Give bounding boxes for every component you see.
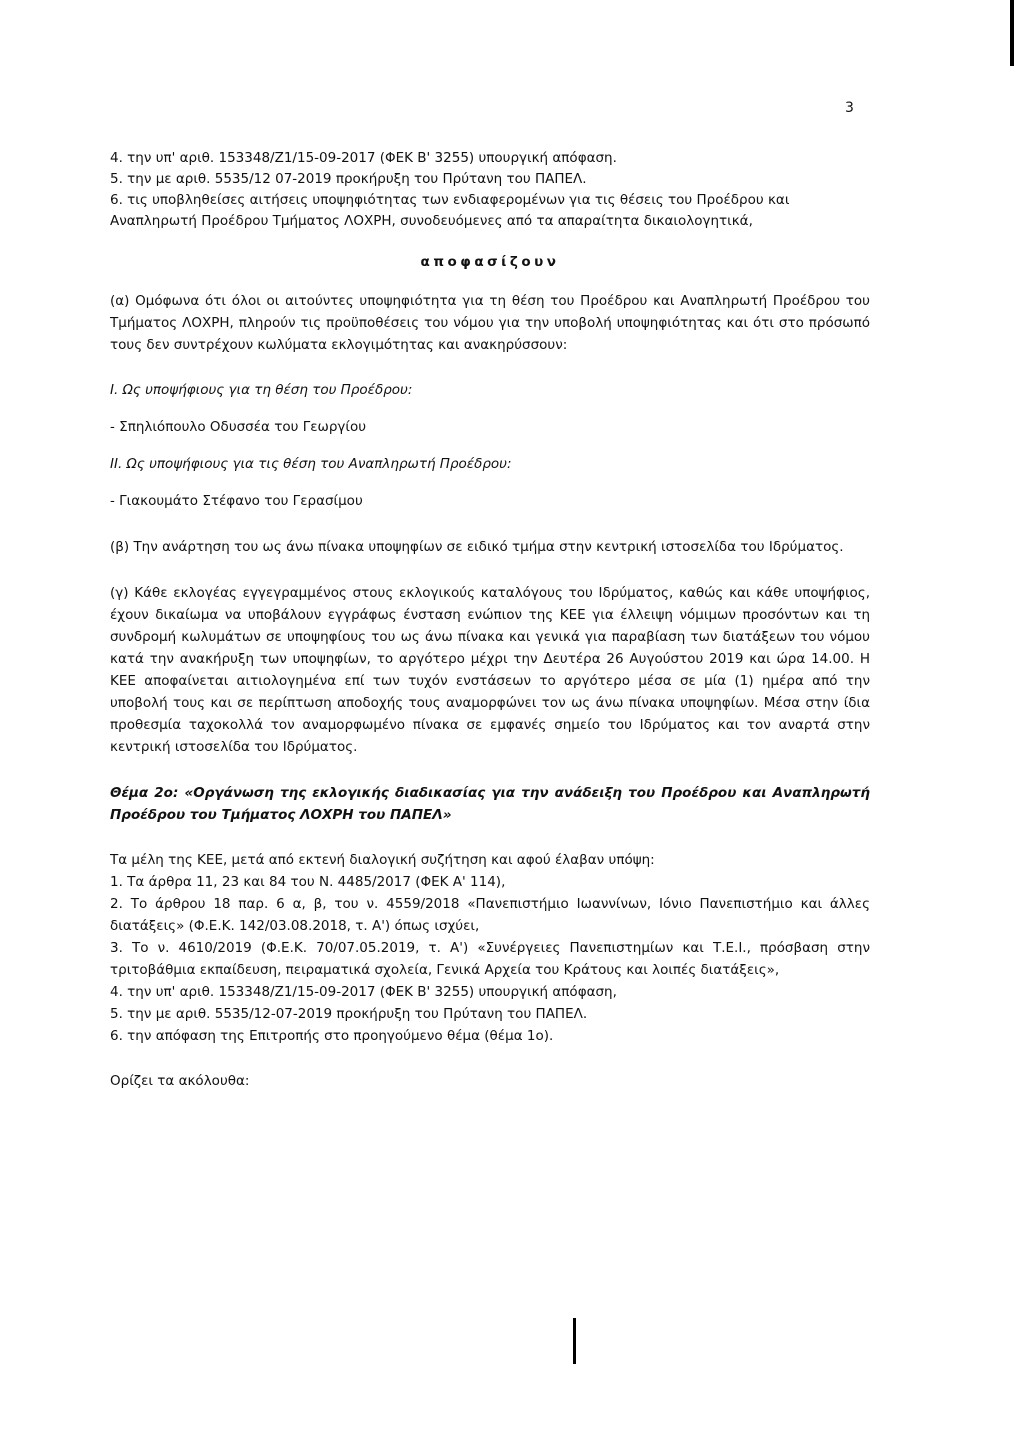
legal-basis-2: 2. Το άρθρου 18 παρ. 6 α, β, του ν. 4559/2018 «Πανεπιστήμιο Ιωαννίνων, Ιόνιο Πανεπιστήμιο και άλλες διατάξεις» (Φ.Ε.Κ. 142/03.08.2018, τ. Α') όπως ισχύει, <box>110 896 870 934</box>
section-2-heading: ΙΙ. Ως υποψήφιους για τις θέση του Αναπληρωτή Προέδρου: <box>110 456 512 472</box>
legal-basis-6: 6. την απόφαση της Επιτροπής στο προηγούμενο θέμα (θέμα 1ο). <box>110 1028 554 1044</box>
theme-2-heading: Θέμα 2ο: «Οργάνωση της εκλογικής διαδικασίας για την ανάδειξη του Προέδρου και Αναπληρωτή Προέδρου του Τμήματος ΛΟΧΡΗ του ΠΑΠΕΛ» <box>110 785 870 823</box>
considered-item-4: 4. την υπ' αριθ. 153348/Ζ1/15-09-2017 (ΦΕΚ Β' 3255) υπουργική απόφαση. <box>110 150 617 166</box>
decision-heading: αποφασίζουν <box>420 254 560 270</box>
considered-item-6-cont: Αναπληρωτή Προέδρου Τμήματος ΛΟΧΡΗ, συνοδευόμενες από τα απαραίτητα δικαιολογητικά, <box>110 213 753 229</box>
section-1-candidate: - Σπηλιόπουλο Οδυσσέα του Γεωργίου <box>110 419 367 435</box>
legal-basis-4: 4. την υπ' αριθ. 153348/Ζ1/15-09-2017 (ΦΕΚ Β' 3255) υπουργική απόφαση, <box>110 984 617 1000</box>
section-1-heading: Ι. Ως υποψήφιους για τη θέση του Προέδρου: <box>110 382 413 398</box>
paragraph-beta: (β) Την ανάρτηση του ως άνω πίνακα υποψηφίων σε ειδικό τμήμα στην κεντρική ιστοσελίδα του Ιδρύματος. <box>110 539 844 555</box>
closing-line: Ορίζει τα ακόλουθα: <box>110 1073 250 1089</box>
scan-edge-mark <box>1010 0 1014 66</box>
scan-edge-mark-2 <box>573 1318 576 1364</box>
considered-item-6: 6. τις υποβληθείσες αιτήσεις υποψηφιότητας των ενδιαφερομένων για τις θέσεις του Προέδρου και <box>110 192 790 208</box>
section-2-candidate: - Γιακουμάτο Στέφανο του Γερασίμου <box>110 493 363 509</box>
considered-item-5: 5. την με αριθ. 5535/12 07-2019 προκήρυξη του Πρύτανη του ΠΑΠΕΛ. <box>110 171 587 187</box>
legal-basis-3: 3. Το ν. 4610/2019 (Φ.Ε.Κ. 70/07.05.2019, τ. Α') «Συνέργειες Πανεπιστημίων και Τ.Ε.Ι., πρόσβαση στην τριτοβάθμια εκπαίδευση, πειραματικά σχολεία, Γενικά Αρχεία του Κράτους και λοιπές διατάξεις», <box>110 940 870 978</box>
legal-basis-1: 1. Τα άρθρα 11, 23 και 84 του Ν. 4485/2017 (ΦΕΚ Α' 114), <box>110 874 506 890</box>
paragraph-alpha: (α) Ομόφωνα ότι όλοι οι αιτούντες υποψηφιότητα για τη θέση του Προέδρου και Αναπληρωτή Προέδρου του Τμήματος ΛΟΧΡΗ, πληρούν τις προϋποθέσεις του νόμου για την υποβολή υποψηφιότητας και ότι στο πρόσωπό τους δεν συντρέχουν κωλύματα εκλογιμότητας και ανακηρύσσουν: <box>110 293 870 353</box>
paragraph-gamma: (γ) Κάθε εκλογέας εγγεγραμμένος στους εκλογικούς καταλόγους του Ιδρύματος, καθώς και κάθε υποψήφιος, έχουν δικαίωμα να υποβάλουν εγγράφως ένσταση ενώπιον της ΚΕΕ για έλλειψη νόμιμων προσόντων και τη συνδρομή κωλυμάτων σε υποψηφίους του ως άνω πίνακα και γενικά για παραβίαση των διατάξεων του νόμου κατά την ανακήρυξη των υποψηφίων, το αργότερο μέχρι την Δευτέρα 26 Αυγούστου 2019 και ώρα 14.00. Η ΚΕΕ αποφαίνεται αιτιολογημένα επί των τυχόν ενστάσεων το αργότερο μέσα σε μία (1) ημέρα από την υποβολή τους και σε περίπτωση αποδοχής τους αναμορφώνει τον ως άνω πίνακα υποψηφίων. Μέσα στην ίδια προθεσμία ταχοκολλά τον αναμορφωμένο πίνακα σε εμφανές σημείο του Ιδρύματος και τον αναρτά στην κεντρική ιστοσελίδα του Ιδρύματος. <box>110 585 870 755</box>
document-body <box>110 148 870 1092</box>
members-intro: Τα μέλη της ΚΕΕ, μετά από εκτενή διαλογική συζήτηση και αφού έλαβαν υπόψη: <box>110 852 655 868</box>
legal-basis-5: 5. την με αριθ. 5535/12-07-2019 προκήρυξη του Πρύτανη του ΠΑΠΕΛ. <box>110 1006 588 1022</box>
page-number: 3 <box>845 100 854 116</box>
